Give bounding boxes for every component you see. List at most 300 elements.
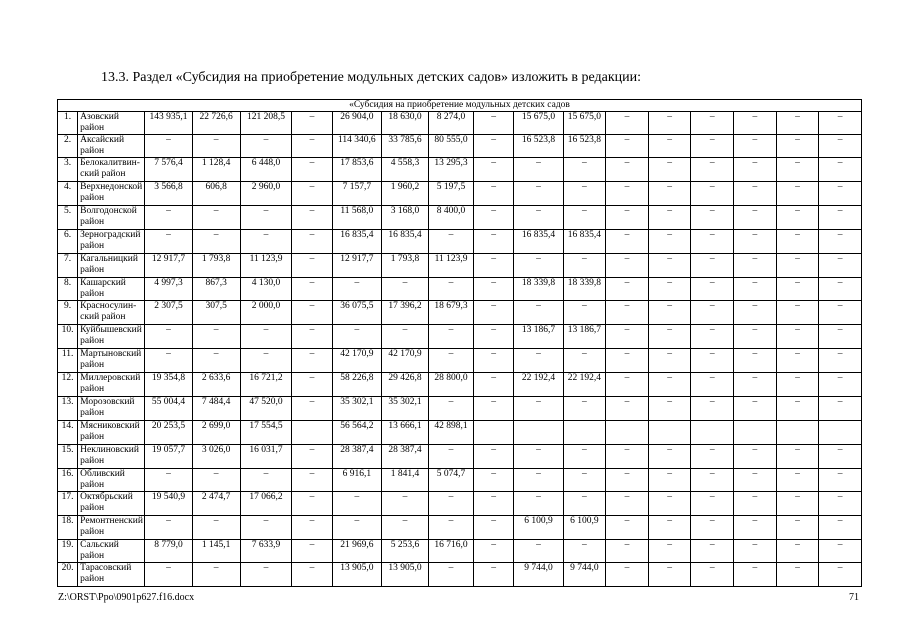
value-cell: – bbox=[648, 206, 691, 230]
value-cell: 55 004,4 bbox=[145, 397, 192, 421]
value-cell: – bbox=[563, 492, 606, 516]
value-cell: – bbox=[606, 230, 649, 254]
value-cell: – bbox=[648, 397, 691, 421]
value-cell: – bbox=[606, 254, 649, 278]
value-cell: – bbox=[776, 469, 819, 492]
value-cell: 114 340,6 bbox=[332, 135, 381, 158]
table-row bbox=[58, 492, 862, 516]
value-cell: – bbox=[691, 445, 734, 469]
value-cell: 2 633,6 bbox=[192, 373, 240, 397]
value-cell: – bbox=[819, 112, 862, 135]
value-cell: – bbox=[240, 469, 292, 492]
value-cell: – bbox=[473, 349, 513, 373]
value-cell: – bbox=[292, 349, 332, 373]
value-cell: – bbox=[776, 230, 819, 254]
value-cell: – bbox=[292, 540, 332, 563]
value-cell: – bbox=[648, 540, 691, 563]
value-cell: 5 074,7 bbox=[429, 469, 474, 492]
value-cell: 8 274,0 bbox=[429, 112, 474, 135]
row-number: 1. bbox=[58, 112, 78, 135]
row-number: 18. bbox=[58, 516, 78, 540]
value-cell: – bbox=[691, 230, 734, 254]
value-cell bbox=[776, 421, 819, 445]
value-cell: 28 387,4 bbox=[332, 445, 381, 469]
value-cell: – bbox=[382, 492, 429, 516]
district-name: Белокалитвин-ский район bbox=[78, 158, 145, 182]
value-cell: – bbox=[292, 135, 332, 158]
value-cell: 2 960,0 bbox=[240, 182, 292, 206]
row-number: 15. bbox=[58, 445, 78, 469]
table-row bbox=[58, 563, 862, 587]
value-cell: – bbox=[734, 254, 777, 278]
value-cell: – bbox=[292, 563, 332, 587]
value-cell: 19 057,7 bbox=[145, 445, 192, 469]
value-cell: – bbox=[819, 540, 862, 563]
value-cell: 17 853,6 bbox=[332, 158, 381, 182]
value-cell: – bbox=[606, 182, 649, 206]
value-cell: 28 800,0 bbox=[429, 373, 474, 397]
value-cell: 11 123,9 bbox=[429, 254, 474, 278]
value-cell: 16 835,4 bbox=[332, 230, 381, 254]
table-row bbox=[58, 230, 862, 254]
value-cell: 1 960,2 bbox=[382, 182, 429, 206]
value-cell: – bbox=[292, 278, 332, 301]
district-name: Волгодонской район bbox=[78, 206, 145, 230]
value-cell: 80 555,0 bbox=[429, 135, 474, 158]
value-cell: – bbox=[819, 445, 862, 469]
value-cell: – bbox=[192, 230, 240, 254]
table-row bbox=[58, 206, 862, 230]
value-cell: – bbox=[606, 349, 649, 373]
value-cell: 35 302,1 bbox=[382, 397, 429, 421]
value-cell: – bbox=[776, 112, 819, 135]
value-cell: – bbox=[514, 492, 563, 516]
value-cell: 47 520,0 bbox=[240, 397, 292, 421]
value-cell: – bbox=[691, 469, 734, 492]
value-cell: – bbox=[648, 135, 691, 158]
value-cell: – bbox=[734, 563, 777, 587]
value-cell: 11 568,0 bbox=[332, 206, 381, 230]
value-cell: 33 785,6 bbox=[382, 135, 429, 158]
value-cell: – bbox=[429, 516, 474, 540]
value-cell bbox=[734, 421, 777, 445]
value-cell: – bbox=[192, 349, 240, 373]
value-cell: 12 917,7 bbox=[332, 254, 381, 278]
table-row bbox=[58, 278, 862, 301]
table-title-row bbox=[58, 100, 862, 112]
value-cell: 121 208,5 bbox=[240, 112, 292, 135]
value-cell: – bbox=[382, 516, 429, 540]
value-cell: – bbox=[514, 540, 563, 563]
value-cell: – bbox=[648, 492, 691, 516]
district-name: Тарасовский район bbox=[78, 563, 145, 587]
value-cell: – bbox=[240, 206, 292, 230]
value-cell: – bbox=[691, 325, 734, 349]
table-row bbox=[58, 445, 862, 469]
value-cell: – bbox=[606, 206, 649, 230]
value-cell: – bbox=[691, 254, 734, 278]
district-name: Зерноградский район bbox=[78, 230, 145, 254]
value-cell: – bbox=[429, 445, 474, 469]
value-cell: 19 540,9 bbox=[145, 492, 192, 516]
row-number: 11. bbox=[58, 349, 78, 373]
value-cell bbox=[606, 421, 649, 445]
value-cell: – bbox=[563, 158, 606, 182]
value-cell: 16 835,4 bbox=[382, 230, 429, 254]
district-name: Миллеровский район bbox=[78, 373, 145, 397]
value-cell: – bbox=[563, 206, 606, 230]
value-cell: – bbox=[606, 445, 649, 469]
value-cell: 19 354,8 bbox=[145, 373, 192, 397]
value-cell: – bbox=[514, 301, 563, 325]
value-cell: 4 997,3 bbox=[145, 278, 192, 301]
value-cell: – bbox=[648, 516, 691, 540]
value-cell: – bbox=[776, 254, 819, 278]
row-number: 2. bbox=[58, 135, 78, 158]
value-cell: – bbox=[563, 397, 606, 421]
value-cell: – bbox=[292, 112, 332, 135]
value-cell: – bbox=[734, 445, 777, 469]
value-cell: – bbox=[691, 112, 734, 135]
value-cell: 5 197,5 bbox=[429, 182, 474, 206]
value-cell: 13 295,3 bbox=[429, 158, 474, 182]
value-cell: – bbox=[648, 349, 691, 373]
value-cell: 6 100,9 bbox=[514, 516, 563, 540]
value-cell: 16 716,0 bbox=[429, 540, 474, 563]
table-row bbox=[58, 158, 862, 182]
value-cell: – bbox=[292, 373, 332, 397]
row-number: 13. bbox=[58, 397, 78, 421]
value-cell: 58 226,8 bbox=[332, 373, 381, 397]
value-cell: 2 000,0 bbox=[240, 301, 292, 325]
value-cell: – bbox=[473, 325, 513, 349]
district-name: Кагальницкий район bbox=[78, 254, 145, 278]
value-cell: – bbox=[292, 445, 332, 469]
value-cell: – bbox=[563, 349, 606, 373]
value-cell: – bbox=[514, 397, 563, 421]
value-cell: – bbox=[691, 540, 734, 563]
value-cell: – bbox=[514, 445, 563, 469]
value-cell: 307,5 bbox=[192, 301, 240, 325]
value-cell: – bbox=[292, 301, 332, 325]
value-cell: – bbox=[734, 158, 777, 182]
value-cell: – bbox=[473, 516, 513, 540]
subsidy-table bbox=[57, 99, 862, 587]
value-cell: – bbox=[819, 254, 862, 278]
value-cell: – bbox=[473, 230, 513, 254]
value-cell: 7 484,4 bbox=[192, 397, 240, 421]
value-cell: – bbox=[606, 135, 649, 158]
value-cell: – bbox=[734, 469, 777, 492]
value-cell: – bbox=[145, 325, 192, 349]
district-name: Морозовский район bbox=[78, 397, 145, 421]
value-cell: – bbox=[473, 112, 513, 135]
value-cell: – bbox=[240, 230, 292, 254]
value-cell: – bbox=[606, 469, 649, 492]
value-cell: – bbox=[691, 206, 734, 230]
table-row bbox=[58, 373, 862, 397]
table-row bbox=[58, 516, 862, 540]
district-name: Мясниковский район bbox=[78, 421, 145, 445]
value-cell: – bbox=[429, 492, 474, 516]
value-cell: – bbox=[145, 206, 192, 230]
value-cell bbox=[514, 421, 563, 445]
value-cell: – bbox=[145, 563, 192, 587]
value-cell: – bbox=[240, 563, 292, 587]
row-number: 10. bbox=[58, 325, 78, 349]
value-cell: 13 905,0 bbox=[382, 563, 429, 587]
value-cell: 9 744,0 bbox=[563, 563, 606, 587]
value-cell bbox=[473, 421, 513, 445]
value-cell: 1 128,4 bbox=[192, 158, 240, 182]
district-name: Аксайский район bbox=[78, 135, 145, 158]
value-cell: – bbox=[648, 254, 691, 278]
value-cell: – bbox=[734, 540, 777, 563]
value-cell: – bbox=[473, 445, 513, 469]
value-cell: – bbox=[192, 516, 240, 540]
value-cell: 13 186,7 bbox=[514, 325, 563, 349]
value-cell bbox=[563, 421, 606, 445]
value-cell: – bbox=[606, 516, 649, 540]
value-cell: – bbox=[648, 563, 691, 587]
value-cell: – bbox=[691, 135, 734, 158]
table-row bbox=[58, 325, 862, 349]
value-cell: 2 474,7 bbox=[192, 492, 240, 516]
value-cell: – bbox=[145, 349, 192, 373]
value-cell: 56 564,2 bbox=[332, 421, 381, 445]
value-cell: – bbox=[734, 112, 777, 135]
district-name: Куйбышевский район bbox=[78, 325, 145, 349]
value-cell: – bbox=[819, 301, 862, 325]
value-cell: 6 448,0 bbox=[240, 158, 292, 182]
value-cell: 3 566,8 bbox=[145, 182, 192, 206]
value-cell: – bbox=[776, 206, 819, 230]
value-cell: – bbox=[473, 254, 513, 278]
value-cell: – bbox=[240, 516, 292, 540]
row-number: 17. bbox=[58, 492, 78, 516]
row-number: 5. bbox=[58, 206, 78, 230]
value-cell: – bbox=[776, 278, 819, 301]
table-row bbox=[58, 301, 862, 325]
value-cell: – bbox=[292, 254, 332, 278]
value-cell: – bbox=[192, 325, 240, 349]
value-cell: – bbox=[473, 492, 513, 516]
value-cell: – bbox=[473, 397, 513, 421]
value-cell: – bbox=[332, 516, 381, 540]
value-cell: – bbox=[776, 540, 819, 563]
value-cell: – bbox=[145, 230, 192, 254]
value-cell: – bbox=[514, 206, 563, 230]
value-cell bbox=[691, 421, 734, 445]
value-cell: – bbox=[292, 492, 332, 516]
value-cell: 18 339,8 bbox=[514, 278, 563, 301]
value-cell: – bbox=[429, 230, 474, 254]
value-cell: – bbox=[606, 278, 649, 301]
value-cell: – bbox=[734, 325, 777, 349]
value-cell: – bbox=[192, 135, 240, 158]
value-cell: – bbox=[563, 469, 606, 492]
value-cell: – bbox=[606, 158, 649, 182]
value-cell: – bbox=[776, 397, 819, 421]
row-number: 4. bbox=[58, 182, 78, 206]
value-cell: – bbox=[514, 254, 563, 278]
value-cell: 15 675,0 bbox=[514, 112, 563, 135]
table-row bbox=[58, 112, 862, 135]
value-cell: – bbox=[429, 278, 474, 301]
section-heading: 13.3. Раздел «Субсидия на приобретение модульных детских садов» изложить в редакции: bbox=[101, 70, 642, 85]
value-cell: 13 905,0 bbox=[332, 563, 381, 587]
district-name: Красносулин-ский район bbox=[78, 301, 145, 325]
value-cell: – bbox=[691, 563, 734, 587]
value-cell: 16 031,7 bbox=[240, 445, 292, 469]
value-cell: – bbox=[292, 206, 332, 230]
row-number: 9. bbox=[58, 301, 78, 325]
value-cell: – bbox=[563, 540, 606, 563]
value-cell: 5 253,6 bbox=[382, 540, 429, 563]
value-cell: – bbox=[473, 540, 513, 563]
value-cell: – bbox=[691, 349, 734, 373]
value-cell: 17 066,2 bbox=[240, 492, 292, 516]
value-cell: – bbox=[691, 492, 734, 516]
value-cell: – bbox=[734, 301, 777, 325]
value-cell: 3 026,0 bbox=[192, 445, 240, 469]
value-cell: – bbox=[648, 182, 691, 206]
value-cell: – bbox=[819, 206, 862, 230]
footer-file-path: Z:\ORST\Ppo\0901p627.f16.docx bbox=[58, 592, 195, 603]
value-cell: – bbox=[776, 301, 819, 325]
value-cell: 35 302,1 bbox=[332, 397, 381, 421]
district-name: Неклиновский район bbox=[78, 445, 145, 469]
table-row bbox=[58, 349, 862, 373]
value-cell: – bbox=[192, 563, 240, 587]
row-number: 12. bbox=[58, 373, 78, 397]
value-cell: – bbox=[691, 516, 734, 540]
district-name: Ремонтненский район bbox=[78, 516, 145, 540]
value-cell: 3 168,0 bbox=[382, 206, 429, 230]
value-cell: 8 779,0 bbox=[145, 540, 192, 563]
value-cell: – bbox=[473, 301, 513, 325]
row-number: 14. bbox=[58, 421, 78, 445]
value-cell: – bbox=[691, 373, 734, 397]
value-cell: 13 186,7 bbox=[563, 325, 606, 349]
value-cell: 7 157,7 bbox=[332, 182, 381, 206]
district-name: Мартыновский район bbox=[78, 349, 145, 373]
value-cell: 29 426,8 bbox=[382, 373, 429, 397]
table-row bbox=[58, 254, 862, 278]
value-cell: – bbox=[240, 349, 292, 373]
district-name: Сальский район bbox=[78, 540, 145, 563]
row-number: 7. bbox=[58, 254, 78, 278]
value-cell bbox=[648, 421, 691, 445]
value-cell: – bbox=[734, 516, 777, 540]
value-cell: 13 666,1 bbox=[382, 421, 429, 445]
row-number: 16. bbox=[58, 469, 78, 492]
value-cell: – bbox=[819, 158, 862, 182]
value-cell: 8 400,0 bbox=[429, 206, 474, 230]
table-row bbox=[58, 397, 862, 421]
value-cell: – bbox=[514, 158, 563, 182]
value-cell: 28 387,4 bbox=[382, 445, 429, 469]
table-row bbox=[58, 540, 862, 563]
value-cell: – bbox=[819, 135, 862, 158]
value-cell: 1 793,8 bbox=[382, 254, 429, 278]
value-cell: – bbox=[819, 492, 862, 516]
value-cell: 16 835,4 bbox=[563, 230, 606, 254]
value-cell: – bbox=[563, 445, 606, 469]
value-cell: – bbox=[734, 230, 777, 254]
value-cell: 22 192,4 bbox=[514, 373, 563, 397]
value-cell: 2 699,0 bbox=[192, 421, 240, 445]
value-cell: 15 675,0 bbox=[563, 112, 606, 135]
value-cell: – bbox=[145, 135, 192, 158]
value-cell: – bbox=[429, 563, 474, 587]
value-cell: – bbox=[691, 278, 734, 301]
value-cell: – bbox=[606, 112, 649, 135]
value-cell: 20 253,5 bbox=[145, 421, 192, 445]
value-cell: 867,3 bbox=[192, 278, 240, 301]
value-cell: – bbox=[776, 135, 819, 158]
value-cell: 17 396,2 bbox=[382, 301, 429, 325]
page-number: 71 bbox=[849, 592, 859, 603]
value-cell: – bbox=[819, 469, 862, 492]
value-cell: – bbox=[606, 492, 649, 516]
value-cell: 18 339,8 bbox=[563, 278, 606, 301]
value-cell: – bbox=[292, 158, 332, 182]
value-cell: 16 523,8 bbox=[563, 135, 606, 158]
value-cell: – bbox=[473, 469, 513, 492]
value-cell: 2 307,5 bbox=[145, 301, 192, 325]
value-cell: – bbox=[606, 301, 649, 325]
value-cell bbox=[292, 421, 332, 445]
value-cell: – bbox=[473, 158, 513, 182]
value-cell: 21 969,6 bbox=[332, 540, 381, 563]
row-number: 8. bbox=[58, 278, 78, 301]
value-cell: 4 558,3 bbox=[382, 158, 429, 182]
value-cell: 6 100,9 bbox=[563, 516, 606, 540]
value-cell: – bbox=[292, 182, 332, 206]
value-cell: – bbox=[776, 516, 819, 540]
value-cell: – bbox=[734, 373, 777, 397]
value-cell: 143 935,1 bbox=[145, 112, 192, 135]
district-name: Обливский район bbox=[78, 469, 145, 492]
value-cell: – bbox=[776, 182, 819, 206]
value-cell: 4 130,0 bbox=[240, 278, 292, 301]
value-cell: – bbox=[606, 563, 649, 587]
value-cell: 11 123,9 bbox=[240, 254, 292, 278]
value-cell: – bbox=[332, 278, 381, 301]
value-cell: – bbox=[563, 301, 606, 325]
value-cell: – bbox=[734, 349, 777, 373]
value-cell: 606,8 bbox=[192, 182, 240, 206]
value-cell: – bbox=[563, 182, 606, 206]
value-cell: – bbox=[648, 112, 691, 135]
row-number: 3. bbox=[58, 158, 78, 182]
table-row bbox=[58, 469, 862, 492]
district-name: Кашарский район bbox=[78, 278, 145, 301]
value-cell: – bbox=[648, 373, 691, 397]
value-cell: 1 841,4 bbox=[382, 469, 429, 492]
value-cell: 42 898,1 bbox=[429, 421, 474, 445]
value-cell: – bbox=[192, 206, 240, 230]
value-cell: – bbox=[648, 469, 691, 492]
district-name: Азовский район bbox=[78, 112, 145, 135]
value-cell: – bbox=[606, 373, 649, 397]
value-cell: – bbox=[145, 516, 192, 540]
value-cell: – bbox=[332, 492, 381, 516]
table-row bbox=[58, 421, 862, 445]
value-cell: – bbox=[776, 349, 819, 373]
value-cell: 6 916,1 bbox=[332, 469, 381, 492]
